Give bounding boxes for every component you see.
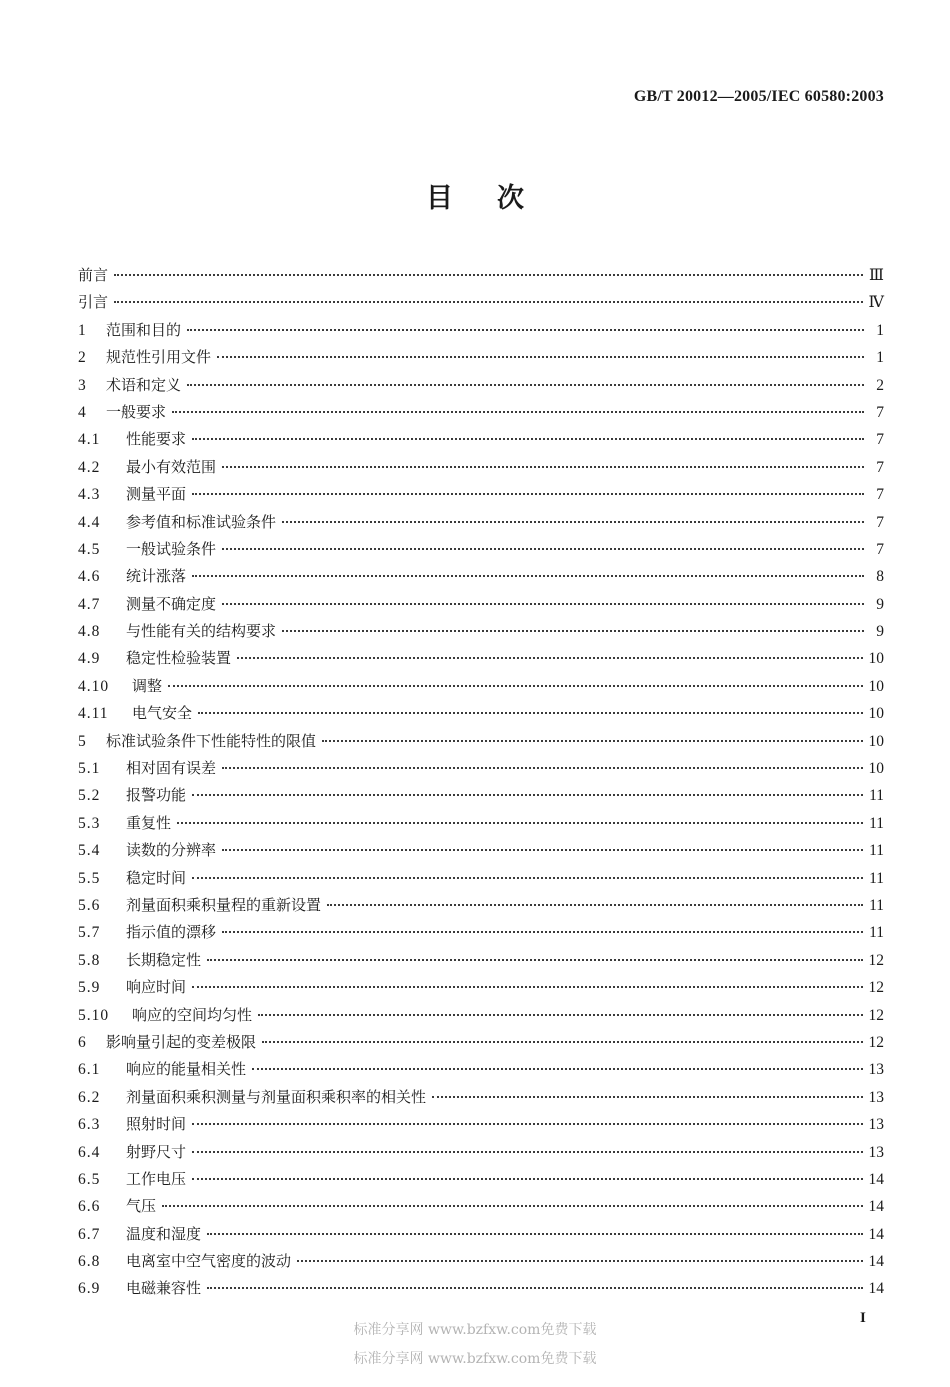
watermark-text: 标准分享网 www.bzfxw.com免费下载 [353,1322,597,1338]
dot-leader [177,821,863,824]
dot-leader [192,1150,862,1153]
toc-entry-page: 9 [876,595,884,613]
toc-entry[interactable] [78,1084,884,1111]
toc-entry[interactable] [78,1111,884,1138]
toc-entry-title: 测量不确定度 [126,594,217,613]
toc-entry[interactable] [78,892,884,919]
toc-entry-page: 7 [876,486,884,504]
toc-entry-title: 温度和湿度 [126,1224,202,1243]
toc-entry-number: 5.9 [78,979,101,997]
toc-entry[interactable] [78,1139,884,1166]
toc-entry-title: 电气安全 [132,704,193,723]
toc-entry[interactable] [78,673,884,700]
toc-entry-title: 术语和定义 [106,375,182,394]
toc-entry[interactable] [78,317,884,344]
dot-leader [222,602,864,605]
toc-entry[interactable] [78,1166,884,1193]
toc-entry-title: 重复性 [126,813,172,832]
toc-entry-title: 参考值和标准试验条件 [126,512,277,531]
toc-entry[interactable] [78,810,884,837]
toc-entry[interactable] [78,700,884,727]
dot-leader [322,739,862,742]
dot-leader [282,629,864,632]
dot-leader [192,1177,862,1180]
dot-leader [192,437,864,440]
toc-entry[interactable] [78,536,884,563]
toc-entry-page: 12 [868,1033,884,1051]
toc-entry-title: 稳定性检验装置 [126,649,232,668]
dot-leader [222,547,864,550]
dot-leader [217,355,864,358]
dot-leader [114,300,862,303]
toc-entry-number: 5.7 [78,924,101,942]
watermark-text-repeat: 标准分享网 www.bzfxw.com免费下载 [353,1351,597,1367]
toc-entry-number: 4.6 [78,568,101,586]
toc-entry[interactable] [78,344,884,371]
toc-entry-page: 10 [868,705,884,723]
dot-leader [222,766,862,769]
toc-entry-title: 测量平面 [126,485,187,504]
toc-entry-page: 11 [869,814,884,832]
toc-entry-number: 6.9 [78,1280,101,1298]
dot-leader [192,793,863,796]
toc-entry-page: 10 [868,732,884,750]
toc-entry-number: 4.4 [78,513,101,531]
toc-entry-page: 11 [869,869,884,887]
toc-entry-page: Ⅳ [868,294,884,312]
toc-entry-title: 响应的能量相关性 [126,1060,247,1079]
toc-entry-number: 6.8 [78,1253,101,1271]
dot-leader [172,410,864,413]
toc-entry-title: 指示值的漂移 [126,923,217,942]
toc-entry[interactable] [78,289,884,316]
toc-entry-number: 6.3 [78,1116,101,1134]
toc-entry-page: 7 [876,403,884,421]
toc-entry-title: 读数的分辨率 [126,841,217,860]
toc-entry-title: 统计涨落 [126,567,187,586]
toc-entry[interactable] [78,1248,884,1275]
dot-leader [192,876,863,879]
toc-entry[interactable] [78,919,884,946]
toc-entry-title: 一般要求 [106,402,167,421]
page-number: I [860,1310,866,1326]
toc-entry-page: Ⅲ [869,267,884,284]
toc-entry[interactable] [78,563,884,590]
table-of-contents [78,262,884,1303]
toc-entry[interactable] [78,755,884,782]
toc-entry[interactable] [78,1056,884,1083]
toc-entry-title: 照射时间 [126,1115,187,1134]
toc-entry-title: 剂量面积乘积量程的重新设置 [126,895,322,914]
toc-entry-number: 5.8 [78,951,101,969]
dot-leader [222,465,864,468]
page-title: 目次 [426,183,568,214]
dot-leader [297,1259,862,1262]
toc-entry-title: 引言 [78,293,109,312]
toc-entry-page: 7 [876,431,884,449]
toc-entry-title: 电磁兼容性 [126,1279,202,1298]
toc-entry-number: 4.11 [78,705,109,723]
toc-entry-page: 14 [868,1198,884,1216]
toc-entry-title: 气压 [126,1197,157,1216]
dot-leader [192,492,864,495]
toc-entry-page: 13 [868,1143,884,1161]
toc-entry-title: 剂量面积乘积测量与剂量面积乘积率的相关性 [126,1087,427,1106]
toc-entry-number: 5 [78,732,87,750]
toc-entry-title: 射野尺寸 [126,1142,187,1161]
dot-leader [207,958,862,961]
toc-entry-page: 1 [876,349,884,367]
toc-entry-title: 标准试验条件下性能特性的限值 [106,731,317,750]
toc-entry-title: 响应时间 [126,978,187,997]
toc-entry-page: 8 [876,568,884,586]
toc-entry-page: 11 [869,842,884,860]
toc-entry-number: 4 [78,403,87,421]
standard-code: GB/T 20012—2005/IEC 60580:2003 [633,88,884,105]
dot-leader [198,711,862,714]
toc-entry-page: 10 [868,677,884,695]
toc-entry-title: 电离室中空气密度的波动 [126,1252,292,1271]
toc-entry-number: 5.2 [78,787,101,805]
dot-leader [168,684,862,687]
toc-entry[interactable] [78,947,884,974]
toc-entry-page: 14 [868,1280,884,1298]
toc-entry-number: 1 [78,321,87,339]
toc-entry-number: 6.4 [78,1143,101,1161]
toc-entry-number: 4.7 [78,595,101,613]
toc-entry-page: 12 [868,979,884,997]
toc-entry-page: 12 [868,1006,884,1024]
toc-entry-title: 性能要求 [126,430,187,449]
toc-entry-number: 6.6 [78,1198,101,1216]
toc-entry-title: 影响量引起的变差极限 [106,1032,257,1051]
toc-entry-title: 报警功能 [126,786,187,805]
toc-entry[interactable] [78,618,884,645]
toc-entry-title: 范围和目的 [106,320,182,339]
toc-entry-page: 10 [868,650,884,668]
toc-entry-title: 长期稳定性 [126,950,202,969]
dot-leader [282,520,864,523]
toc-entry-page: 10 [868,760,884,778]
toc-entry-number: 6.2 [78,1088,101,1106]
toc-entry[interactable] [78,399,884,426]
toc-entry-page: 7 [876,540,884,558]
toc-entry-number: 4.3 [78,486,101,504]
dot-leader [237,656,862,659]
dot-leader [192,985,862,988]
toc-entry-number: 5.5 [78,869,101,887]
toc-entry[interactable] [78,591,884,618]
toc-entry-number: 6.5 [78,1170,101,1188]
toc-entry[interactable] [78,728,884,755]
toc-entry-title: 与性能有关的结构要求 [126,622,277,641]
toc-entry-number: 4.9 [78,650,101,668]
toc-entry-number: 5.3 [78,814,101,832]
dot-leader [187,383,864,386]
toc-entry-number: 4.8 [78,623,101,641]
toc-entry-number: 4.5 [78,540,101,558]
toc-entry-page: 9 [876,623,884,641]
toc-entry[interactable] [78,509,884,536]
toc-entry-number: 4.2 [78,458,101,476]
toc-entry[interactable] [78,1193,884,1220]
toc-entry-number: 6.1 [78,1061,101,1079]
toc-entry-title: 工作电压 [126,1169,187,1188]
toc-entry-title: 前言 [78,266,109,284]
dot-leader [252,1067,862,1070]
toc-entry-number: 6.7 [78,1225,101,1243]
toc-entry-title: 相对固有误差 [126,759,217,778]
toc-entry-title: 最小有效范围 [126,457,217,476]
dot-leader [222,848,863,851]
toc-entry-title: 一般试验条件 [126,539,217,558]
toc-entry-page: 13 [868,1061,884,1079]
toc-entry[interactable] [78,372,884,399]
dot-leader [114,273,863,276]
toc-entry[interactable] [78,1275,884,1302]
toc-entry-number: 4.10 [78,677,110,695]
toc-entry-page: 13 [868,1088,884,1106]
toc-entry-page: 14 [868,1253,884,1271]
dot-leader [262,1040,862,1043]
toc-entry[interactable] [78,481,884,508]
toc-entry[interactable] [78,837,884,864]
dot-leader [327,903,863,906]
toc-entry[interactable] [78,1221,884,1248]
toc-entry-number: 2 [78,349,87,367]
toc-entry[interactable] [78,645,884,672]
toc-entry-page: 12 [868,951,884,969]
toc-entry-page: 14 [868,1225,884,1243]
toc-entry-title: 规范性引用文件 [106,348,212,367]
toc-entry-number: 5.10 [78,1006,110,1024]
dot-leader [187,328,864,331]
toc-entry-page: 13 [868,1116,884,1134]
toc-entry-page: 11 [869,924,884,942]
toc-entry-page: 7 [876,513,884,531]
toc-entry[interactable] [78,974,884,1001]
toc-entry-title: 响应的空间均匀性 [132,1005,253,1024]
dot-leader [192,1122,862,1125]
toc-entry-page: 7 [876,458,884,476]
toc-entry[interactable] [78,1029,884,1056]
toc-entry[interactable] [78,454,884,481]
toc-entry[interactable] [78,1002,884,1029]
toc-entry-number: 3 [78,376,87,394]
dot-leader [258,1013,862,1016]
toc-entry-title: 调整 [132,676,163,695]
toc-entry-page: 1 [876,321,884,339]
dot-leader [192,574,864,577]
dot-leader [222,930,863,933]
toc-entry-number: 5.6 [78,896,101,914]
dot-leader [162,1204,862,1207]
dot-leader [432,1095,862,1098]
toc-entry-page: 11 [869,896,884,914]
toc-entry-page: 14 [868,1170,884,1188]
dot-leader [207,1232,862,1235]
toc-entry-number: 5.1 [78,760,101,778]
toc-entry-page: 2 [876,376,884,394]
toc-entry[interactable] [78,262,884,289]
toc-entry-page: 11 [869,787,884,805]
toc-entry-title: 稳定时间 [126,868,187,887]
toc-entry[interactable] [78,426,884,453]
toc-entry[interactable] [78,782,884,809]
toc-entry-number: 4.1 [78,431,101,449]
toc-entry[interactable] [78,865,884,892]
toc-entry-number: 5.4 [78,842,101,860]
toc-entry-number: 6 [78,1033,87,1051]
dot-leader [207,1286,862,1289]
